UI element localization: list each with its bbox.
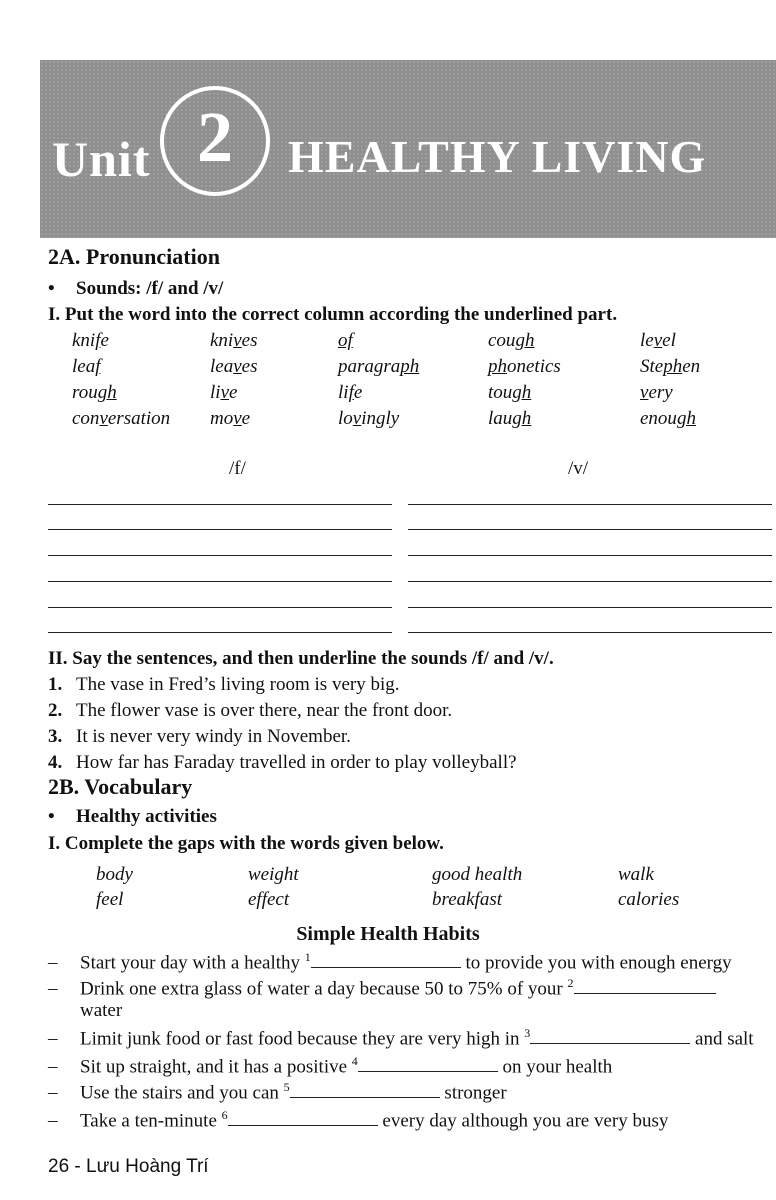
sentence-text: The vase in Fred’s living room is very big. (76, 674, 400, 695)
habit-text: every day although you are very busy (377, 1110, 669, 1132)
underlined-part: f (95, 356, 101, 377)
bullet-sounds-text: Sounds: /f/ and /v/ (76, 278, 224, 299)
bullet-healthy-activities-text: Healthy activities (76, 806, 217, 827)
answer-line-v (408, 529, 772, 530)
gap-blank (290, 1081, 440, 1098)
sentence-text: The flower vase is over there, near the front door. (76, 700, 453, 721)
word-item: phonetics (488, 356, 561, 377)
underlined-part: gh (512, 408, 532, 429)
gap-blank (530, 1027, 690, 1044)
word-bank-item: walk (618, 864, 654, 885)
word-item: tough (488, 382, 532, 403)
underlined-part: gh (676, 408, 696, 429)
underlined-part: gh (512, 382, 532, 403)
underlined-part: ph (400, 356, 420, 377)
sentence-item (48, 726, 351, 748)
sentence-number: 2. (48, 700, 63, 721)
underlined-part: ph (488, 356, 507, 377)
word-item: knives (210, 330, 258, 351)
answer-line-f (48, 504, 392, 505)
answer-line-f (48, 607, 392, 608)
answer-line-v (408, 555, 772, 556)
underlined-part: v (653, 330, 663, 351)
underlined-part: ph (663, 356, 683, 377)
underlined-part: v (99, 408, 108, 429)
exercise-instruction: I. Put the word into the correct column according the underlined part. (48, 304, 618, 325)
habit-text: stronger (439, 1082, 507, 1104)
word-bank-item: body (96, 864, 133, 885)
habit-text: Sit up straight, and it has a positive (80, 1056, 352, 1078)
bullet-dot-icon: • (48, 278, 55, 299)
dash-marker: – (48, 978, 58, 1000)
gap-number: 5 (283, 1080, 290, 1094)
unit-number: 2 (197, 97, 233, 177)
bullet-healthy-activities (48, 806, 217, 828)
word-bank-item: good health (432, 864, 523, 885)
page-footer: 26 - Lưu Hoàng Trí (48, 1156, 209, 1177)
habit-text: Drink one extra glass of water a day because 50 to 75% of your (80, 978, 568, 1000)
gap-number: 1 (304, 950, 311, 964)
habit-item (48, 1080, 507, 1104)
word-bank-item: feel (96, 889, 124, 910)
habit-text: Use the stairs and you can (80, 1082, 284, 1104)
exercise-instruction-3: I. Complete the gaps with the words given below. (48, 833, 444, 854)
word-item: leaf (72, 356, 101, 377)
sentence-number: 4. (48, 752, 63, 773)
underlined-part: gh (515, 330, 535, 351)
unit-label: Unit (52, 131, 151, 187)
word-item: life (338, 382, 363, 403)
underlined-part: f (348, 382, 354, 403)
dash-marker: – (48, 1082, 58, 1104)
gap-blank (574, 977, 716, 994)
dash-marker: – (48, 952, 58, 974)
underlined-part: v (640, 382, 649, 403)
gap-number: 4 (351, 1054, 358, 1068)
gap-number: 3 (524, 1026, 531, 1040)
underlined-part: f (95, 330, 101, 351)
bullet-sounds (48, 278, 223, 300)
word-item: move (210, 408, 251, 429)
gap-blank (358, 1055, 498, 1072)
word-item: laugh (488, 408, 532, 429)
word-bank-item: breakfast (432, 889, 503, 910)
word-item: conversation (72, 408, 171, 429)
sentence-item (48, 674, 399, 696)
exercise-instruction-2: II. Say the sentences, and then underline the sounds /f/ and /v/. (48, 648, 554, 669)
word-item: knife (72, 330, 109, 351)
word-item: lovingly (338, 408, 400, 429)
underlined-part: v (233, 330, 242, 351)
habit-text: on your health (497, 1056, 613, 1078)
habit-item (48, 1054, 612, 1078)
column-header-v: /v/ (568, 458, 589, 479)
word-bank-item: calories (618, 889, 680, 910)
habit-item (48, 950, 732, 974)
word-item: very (640, 382, 673, 403)
habit-text: Take a ten-minute (80, 1110, 222, 1132)
gap-blank (311, 951, 461, 968)
habit-item (48, 976, 716, 1000)
dash-marker: – (48, 1056, 58, 1078)
answer-line-v (408, 504, 772, 505)
sentence-item (48, 752, 517, 774)
answer-line-v (408, 632, 772, 633)
word-item (338, 330, 353, 352)
word-item: cough (488, 330, 535, 351)
habit-continuation: water (80, 1000, 123, 1021)
underlined-part: v (233, 356, 242, 377)
dash-marker: – (48, 1110, 58, 1132)
answer-line-f (48, 529, 392, 530)
underlined-part: v (352, 408, 362, 429)
bleed-through-text (400, 40, 404, 57)
answer-line-v (408, 581, 772, 582)
word-item: rough (72, 382, 117, 403)
sentence-number: 3. (48, 726, 63, 747)
word-bank-item: effect (248, 889, 290, 910)
word-item: Stephen (640, 356, 701, 377)
column-header-f: /f/ (229, 458, 246, 479)
word-item: live (210, 382, 238, 403)
word-bank-item: weight (248, 864, 299, 885)
word-item: level (640, 330, 676, 351)
habit-text: Limit junk food or fast food because they are very high in (80, 1028, 525, 1050)
habit-item (48, 1108, 668, 1132)
dash-marker: – (48, 1028, 58, 1050)
habit-item (48, 1026, 754, 1050)
habit-text: to provide you with enough energy (460, 952, 732, 974)
section-heading-pronunciation: 2A. Pronunciation (48, 244, 220, 269)
bullet-dot-icon: • (48, 806, 55, 827)
unit-title: HEALTHY LIVING (288, 131, 707, 182)
word-item: paragraph (338, 356, 420, 377)
habit-text: Start your day with a healthy (80, 952, 305, 974)
underlined-part: v (220, 382, 229, 403)
answer-line-f (48, 581, 392, 582)
gap-number: 6 (221, 1108, 228, 1122)
sentence-text: It is never very windy in November. (76, 726, 351, 747)
answer-line-f (48, 632, 392, 633)
underlined-part: gh (97, 382, 117, 403)
gap-blank (228, 1109, 378, 1126)
word-item: leaves (210, 356, 258, 377)
sentence-item (48, 700, 452, 722)
sentence-number: 1. (48, 674, 63, 695)
underlined-part: v (233, 408, 242, 429)
answer-line-f (48, 555, 392, 556)
passage-title: Simple Health Habits (296, 923, 480, 945)
underlined-part: of (338, 330, 353, 351)
gap-number: 2 (567, 976, 574, 990)
answer-line-v (408, 607, 772, 608)
habit-text: and salt (690, 1028, 754, 1050)
section-heading-vocabulary: 2B. Vocabulary (48, 774, 193, 799)
word-item: enough (640, 408, 696, 429)
sentence-text: How far has Faraday travelled in order to play volleyball? (76, 752, 517, 773)
